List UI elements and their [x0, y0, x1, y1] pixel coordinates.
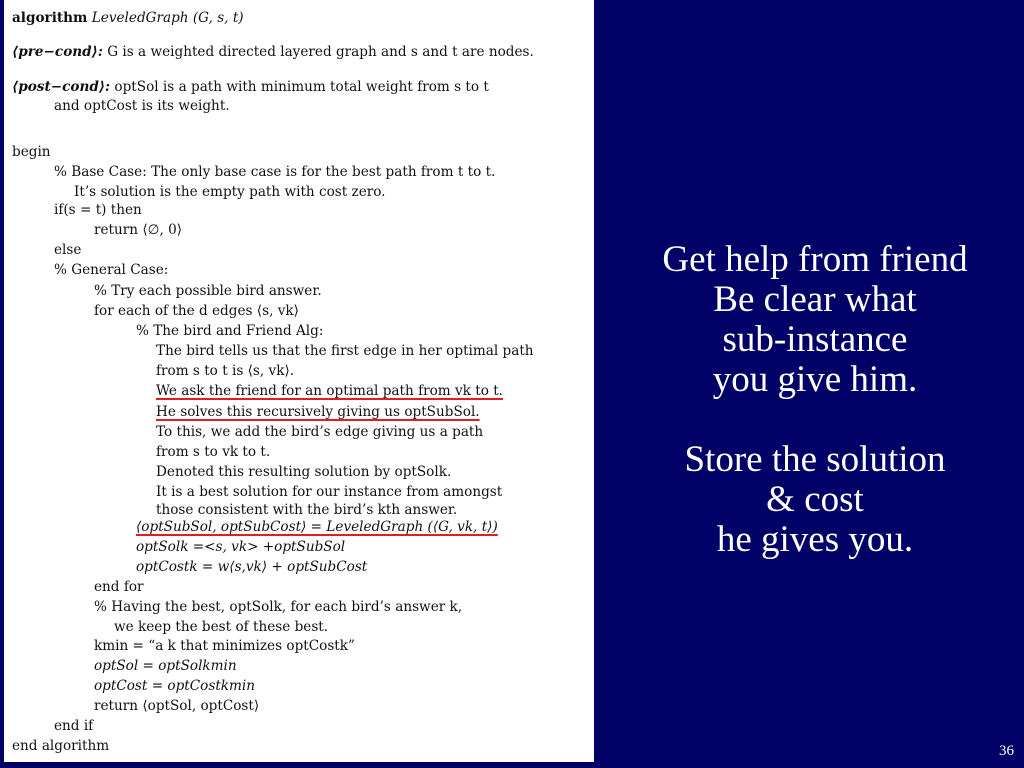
- explanation-line: he gives you.: [716, 519, 914, 560]
- explanation-block-1: [605, 240, 1024, 400]
- explanation-text: [605, 240, 1024, 600]
- code-line: % Base Case: The only base case is for the best path from t to t.: [54, 164, 496, 180]
- highlighted-line: We ask the friend for an optimal path from vk to t.: [156, 383, 503, 399]
- post-cond-text: optSol is a path with minimum total weight from s to t: [114, 79, 489, 95]
- code-line: from s to vk to t.: [156, 444, 271, 460]
- algorithm-header: [12, 9, 244, 27]
- code-line: The bird tells us that the first edge in her optimal path: [156, 343, 534, 359]
- highlighted-line: He solves this recursively giving us optSubSol.: [156, 404, 480, 420]
- post-condition: [12, 78, 489, 96]
- post-cond-text-2: and optCost is its weight.: [54, 98, 230, 114]
- code-line: from s to t is ⟨s, vk⟩.: [156, 363, 295, 379]
- algorithm-keyword: algorithm: [12, 10, 88, 26]
- code-line: end if: [54, 718, 94, 734]
- code-line: return ⟨∅, 0⟩: [94, 222, 183, 238]
- code-line: those consistent with the bird’s kth answer.: [156, 502, 458, 518]
- code-line: we keep the best of these best.: [114, 619, 329, 635]
- code-line: % Having the best, optSolk, for each bird’s answer k,: [94, 599, 463, 615]
- code-line: else: [54, 242, 82, 258]
- explanation-line: & cost: [766, 479, 864, 520]
- explanation-line: Get help from friend: [662, 239, 968, 280]
- slide-number: 36: [999, 743, 1014, 759]
- code-line: It’s solution is the empty path with cost zero.: [74, 184, 386, 200]
- code-line: begin: [12, 144, 51, 160]
- code-line: if(s = t) then: [54, 202, 142, 218]
- code-line: for each of the d edges ⟨s, vk⟩: [94, 303, 299, 319]
- algorithm-signature: LeveledGraph (G, s, t): [91, 10, 244, 26]
- algorithm-document: [4, 0, 594, 762]
- code-line: Denoted this resulting solution by optSolk.: [156, 464, 452, 480]
- explanation-line: sub-instance: [722, 319, 908, 360]
- code-line: To this, we add the bird’s edge giving us a path: [156, 424, 484, 440]
- code-line: optSol = optSolkmin: [94, 658, 237, 674]
- code-line: optCost = optCostkmin: [94, 678, 256, 694]
- code-line: optSolk =<s, vk> +optSubSol: [136, 539, 346, 555]
- pre-condition: [12, 43, 534, 61]
- code-line: return ⟨optSol, optCost⟩: [94, 698, 260, 714]
- explanation-line: Store the solution: [684, 439, 946, 480]
- explanation-line: you give him.: [712, 359, 918, 400]
- code-line: end for: [94, 579, 144, 595]
- explanation-line: Be clear what: [713, 279, 917, 320]
- code-line: optCostk = w⟨s,vk⟩ + optSubCost: [136, 559, 368, 575]
- code-line: % General Case:: [54, 262, 169, 278]
- code-line: kmin = “a k that minimizes optCostk”: [94, 638, 355, 654]
- explanation-block-2: [605, 440, 1024, 560]
- highlighted-line: ⟨optSubSol, optSubCost⟩ = LeveledGraph (⟨G, vk, t⟩): [136, 519, 498, 535]
- pre-cond-label: ⟨pre−cond⟩:: [12, 44, 103, 60]
- code-line: It is a best solution for our instance from amongst: [156, 484, 503, 500]
- code-line: end algorithm: [12, 738, 110, 754]
- code-line: % The bird and Friend Alg:: [136, 323, 324, 339]
- post-cond-label: ⟨post−cond⟩:: [12, 79, 111, 95]
- pre-cond-text: G is a weighted directed layered graph and s and t are nodes.: [107, 44, 534, 60]
- code-line: % Try each possible bird answer.: [94, 283, 322, 299]
